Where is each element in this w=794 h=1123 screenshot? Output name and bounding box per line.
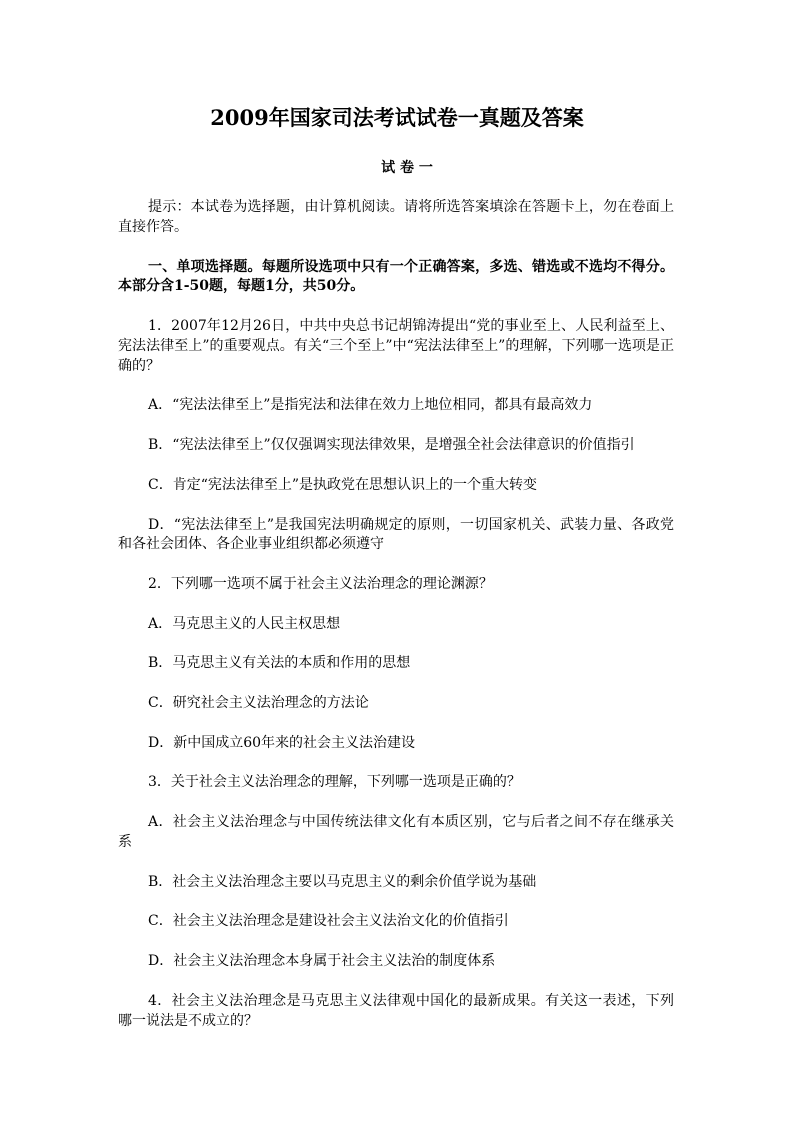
question-1-option-b: B．“宪法法律至上”仅仅强调实现法律效果，是增强全社会法律意识的价值指引 — [148, 437, 635, 454]
question-3-option-c: C．社会主义法治理念是建设社会主义法治文化的价值指引 — [148, 913, 509, 930]
document-body — [118, 198, 674, 1051]
question-1-option-a: A．“宪法法律至上”是指宪法和法律在效力上地位相同，都具有最高效力 — [148, 397, 593, 414]
question-1-stem: 1．2007年12月26日，中共中央总书记胡锦涛提出“党的事业至上、人民利益至上、宪法法律至上”的重要观点。有关“三个至上”中“宪法法律至上”的理解，下列哪一选项是正确的？ — [118, 318, 674, 374]
question-3-option-d: D．社会主义法治理念本身属于社会主义法治的制度体系 — [148, 953, 496, 970]
question-2-option-c: C．研究社会主义法治理念的方法论 — [148, 695, 369, 712]
question-3-option-a: A．社会主义法治理念与中国传统法律文化有本质区别，它与后者之间不存在继承关系 — [118, 814, 674, 850]
question-4-stem: 4．社会主义法治理念是马克思主义法律观中国化的最新成果。有关这一表述，下列哪一说法是不成立的？ — [118, 992, 674, 1029]
question-2-option-b: B．马克思主义有关法的本质和作用的思想 — [148, 655, 411, 672]
question-1-option-d: D．“宪法法律至上”是我国宪法明确规定的原则，一切国家机关、武装力量、各政党和各社会团体、各企业事业组织都必须遵守 — [118, 516, 674, 553]
exam-notice: 提示：本试卷为选择题，由计算机阅读。请将所选答案填涂在答题卡上，勿在卷面上直接作答。 — [118, 199, 674, 235]
question-2-option-d: D．新中国成立60年来的社会主义法治建设 — [148, 734, 416, 751]
question-3-option-b: B．社会主义法治理念主要以马克思主义的剩余价值学说为基础 — [148, 873, 537, 890]
question-3-stem: 3．关于社会主义法治理念的理解，下列哪一选项是正确的？ — [148, 774, 521, 791]
question-1-option-c: C．肯定“宪法法律至上”是执政党在思想认识上的一个重大转变 — [148, 476, 538, 493]
question-2-stem: 2．下列哪一选项不属于社会主义法治理念的理论渊源？ — [148, 576, 493, 593]
document-title: 2009年国家司法考试试卷一真题及答案 — [210, 105, 584, 130]
section-heading: 一、单项选择题。每题所设选项中只有一个正确答案，多选、错选或不选均不得分。本部分含1-50题，每题1分，共50分。 — [118, 258, 674, 295]
document-subtitle: 试 卷 一 — [381, 160, 433, 176]
question-2-option-a: A．马克思主义的人民主权思想 — [148, 615, 341, 632]
